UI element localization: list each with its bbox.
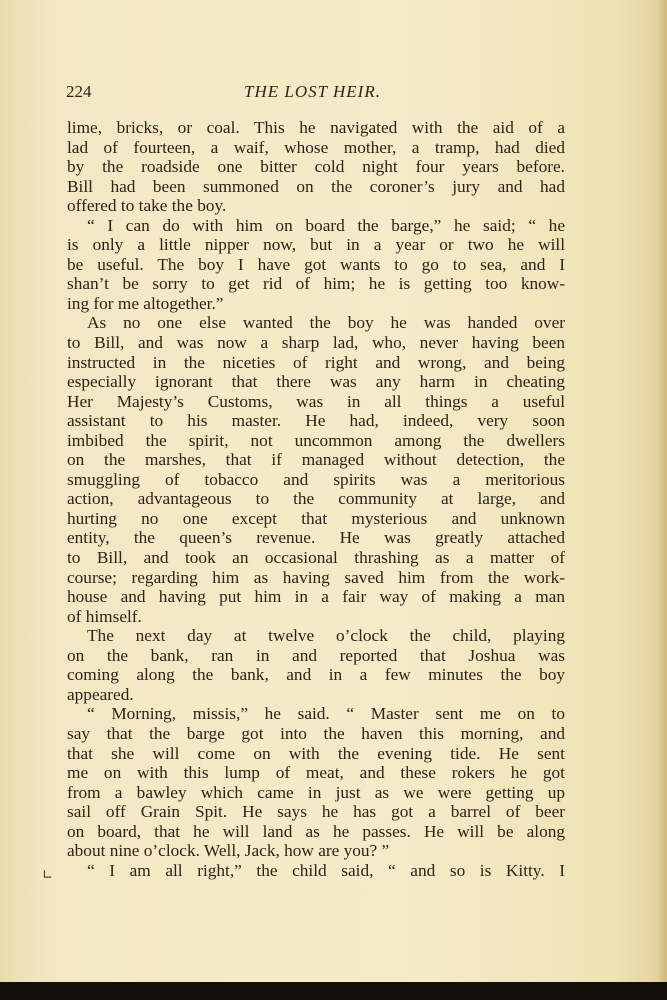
text-line: shan’t be sorry to get rid of him; he is getting too know-	[67, 274, 565, 294]
text-line: offered to take the boy.	[67, 196, 227, 216]
text-line: me on with this lump of meat, and these rokers he got	[67, 763, 565, 783]
text-line: Bill had been summoned on the coroner’s jury and had	[67, 176, 565, 196]
text-line: on the marshes, that if managed without detection, the	[67, 450, 565, 470]
text-line: smuggling of tobacco and spirits was a meritorious	[67, 469, 565, 489]
text-line: that she will come on with the evening tide. He sent	[67, 743, 565, 763]
text-line: imbibed the spirit, not uncommon among the dwellers	[67, 430, 565, 450]
text-line: hurting no one except that mysterious and unknown	[67, 508, 565, 528]
text-line: is only a little nipper now, but in a year or two he will	[67, 235, 565, 255]
text-line: especially ignorant that there was any harm in cheating	[67, 372, 565, 392]
text-line: assistant to his master. He had, indeed, very soon	[67, 411, 565, 431]
text-line: instructed in the niceties of right and wrong, and being	[67, 352, 565, 372]
text-line: be useful. The boy I have got wants to go to sea, and I	[67, 254, 565, 274]
text-line: “ I can do with him on board the barge,” he said; “ he	[87, 215, 565, 235]
page-edge-shadow	[657, 0, 667, 982]
text-line: say that the barge got into the haven this morning, and	[67, 723, 565, 743]
text-line: action, advantageous to the community at large, and	[67, 489, 565, 509]
text-line: to Bill, and took an occasional thrashing as a matter of	[67, 548, 565, 568]
margin-mark: ∟	[42, 868, 53, 883]
text-line: course; regarding him as having saved him from the work-	[67, 567, 565, 587]
text-line: The next day at twelve o’clock the child, playing	[87, 626, 565, 646]
text-line: on the bank, ran in and reported that Joshua was	[67, 645, 565, 665]
page-number: 224	[66, 82, 92, 101]
text-line: As no one else wanted the boy he was handed over	[87, 313, 565, 333]
text-line: lime, bricks, or coal. This he navigated with the aid of a	[67, 118, 565, 137]
text-line: about nine o’clock. Well, Jack, how are you? ”	[67, 841, 390, 861]
text-line: coming along the bank, and in a few minutes the boy	[67, 665, 565, 685]
body-text	[67, 118, 565, 880]
text-line: sail off Grain Spit. He says he has got a barrel of beer	[67, 802, 565, 822]
running-title: THE LOST HEIR.	[244, 82, 381, 101]
text-line: of himself.	[67, 606, 142, 626]
text-line: house and having put him in a fair way of making a man	[67, 587, 565, 607]
text-line: “ Morning, missis,” he said. “ Master sent me on to	[87, 704, 565, 724]
scan-bottom-border	[0, 982, 667, 1000]
text-line: lad of fourteen, a waif, whose mother, a tramp, had died	[67, 137, 565, 157]
text-line: by the roadside one bitter cold night four years before.	[67, 157, 565, 177]
text-line: “ I am all right,” the child said, “ and so is Kitty. I	[87, 860, 565, 880]
text-line: on board, that he will land as he passes. He will be along	[67, 821, 565, 841]
text-line: Her Majesty’s Customs, was in all things a useful	[67, 391, 565, 411]
text-line: to Bill, and was now a sharp lad, who, never having been	[67, 333, 565, 353]
text-line: entity, the queen’s revenue. He was greatly attached	[67, 528, 565, 548]
text-line: from a bawley which came in just as we were getting up	[67, 782, 565, 802]
text-line: ing for me altogether.”	[67, 293, 224, 313]
text-line: appeared.	[67, 684, 134, 704]
page-header	[66, 82, 566, 104]
